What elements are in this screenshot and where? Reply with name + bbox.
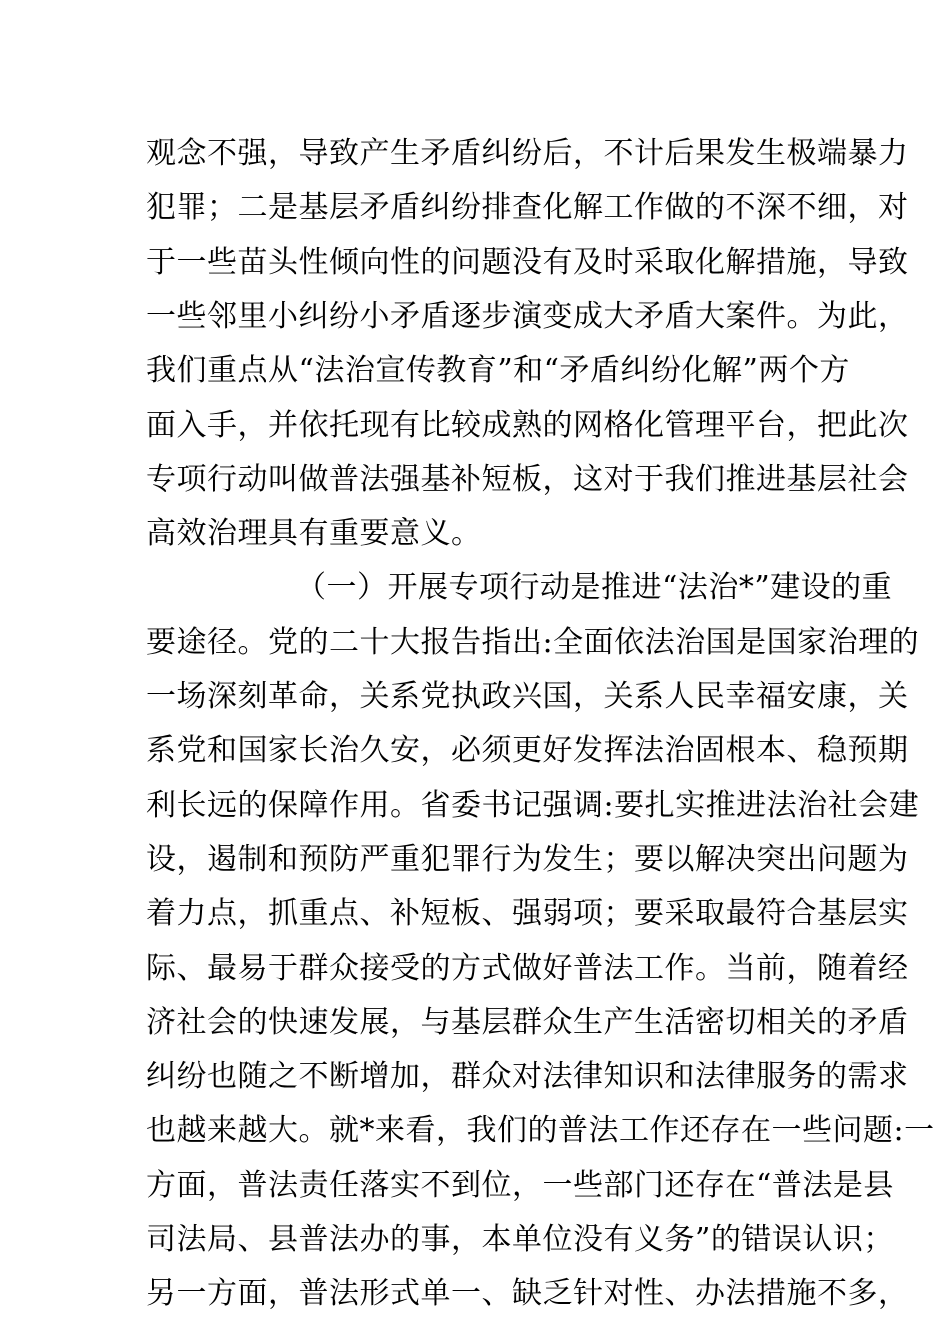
text-line: 也越来越大。就*来看，我们的普法工作还存在一些问题:一 bbox=[146, 1113, 935, 1149]
text-line: 济社会的快速发展，与基层群众生产生活密切相关的矛盾 bbox=[146, 1004, 909, 1040]
text-line: 系党和国家长治久安，必须更好发挥法治固根本、稳预期 bbox=[146, 733, 909, 769]
text-line: 方面，普法责任落实不到位，一些部门还存在“普法是县 bbox=[146, 1167, 894, 1203]
text-line: 高效治理具有重要意义。 bbox=[146, 516, 482, 552]
section-heading-line: （一）开展专项行动是推进“法治*”建设的重 bbox=[296, 570, 893, 606]
text-line: 要途径。党的二十大报告指出:全面依法治国是国家治理的 bbox=[146, 624, 920, 660]
text-line: 利长远的保障作用。省委书记强调:要扎实推进法治社会建 bbox=[146, 787, 920, 823]
text-line: 设，遏制和预防严重犯罪行为发生；要以解决突出问题为 bbox=[146, 841, 909, 877]
text-line: 观念不强，导致产生矛盾纠纷后，不计后果发生极端暴力 bbox=[146, 136, 909, 171]
text-line: 面入手，并依托现有比较成熟的网格化管理平台，把此次 bbox=[146, 407, 909, 443]
text-line: 纠纷也随之不断增加，群众对法律知识和法律服务的需求 bbox=[146, 1059, 909, 1095]
text-line: 着力点，抓重点、补短板、强弱项；要采取最符合基层实 bbox=[146, 896, 909, 932]
text-line: 另一方面，普法形式单一、缺乏针对性、办法措施不多， bbox=[146, 1276, 909, 1312]
text-line: 于一些苗头性倾向性的问题没有及时采取化解措施，导致 bbox=[146, 244, 909, 280]
text-line: 我们重点从“法治宣传教育”和“矛盾纠纷化解”两个方 bbox=[146, 353, 850, 389]
text-line: 专项行动叫做普法强基补短板，这对于我们推进基层社会 bbox=[146, 461, 909, 497]
text-line: 司法局、县普法办的事，本单位没有义务”的错误认识； bbox=[146, 1222, 894, 1257]
text-line: 一场深刻革命，关系党执政兴国，关系人民幸福安康，关 bbox=[146, 679, 909, 714]
text-line: 际、最易于群众接受的方式做好普法工作。当前，随着经 bbox=[146, 950, 909, 986]
text-line: 一些邻里小纠纷小矛盾逐步演变成大矛盾大案件。为此， bbox=[146, 298, 909, 334]
text-line: 犯罪；二是基层矛盾纠纷排查化解工作做的不深不细，对 bbox=[146, 190, 909, 226]
